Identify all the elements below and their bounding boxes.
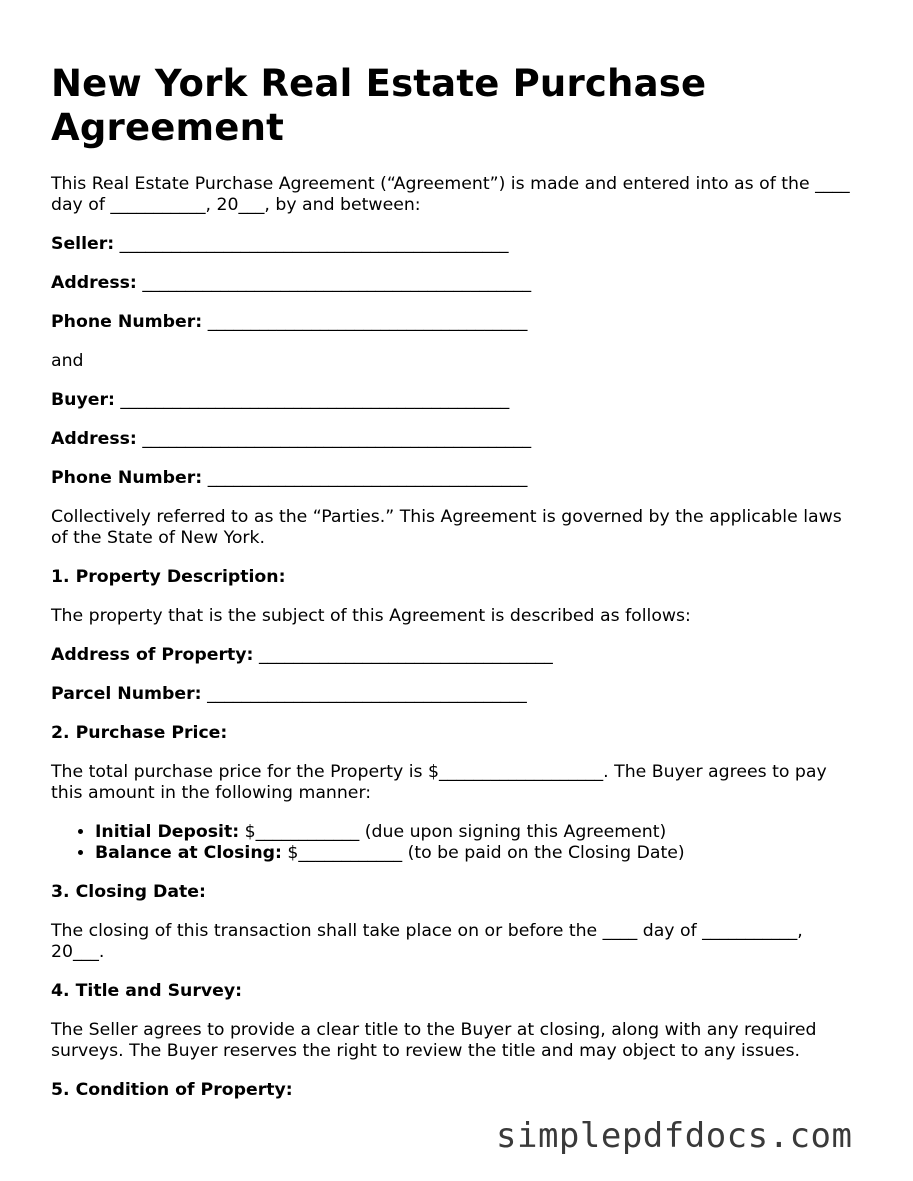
parties-paragraph: Collectively referred to as the “Parties.” This Agreement is governed by the applicable laws of the State of New York. — [51, 507, 842, 548]
section-3-body: The closing of this transaction shall take place on or before the ____ day of ___________, 20___. — [51, 921, 803, 962]
buyer-address-field — [51, 429, 851, 450]
property-address-label: Address of Property: — [51, 645, 254, 665]
balance-closing-label: Balance at Closing: — [95, 843, 282, 863]
buyer-blank: _____________________________________________ — [120, 390, 510, 410]
section-1-heading: 1. Property Description: — [51, 567, 286, 587]
buyer-phone-blank: _____________________________________ — [207, 468, 528, 488]
parcel-number-label: Parcel Number: — [51, 684, 202, 704]
section-1-body: The property that is the subject of this Agreement is described as follows: — [51, 606, 691, 626]
seller-field — [51, 234, 851, 255]
balance-closing-text: $____________ (to be paid on the Closing Date) — [281, 843, 685, 863]
document-page — [51, 62, 851, 1101]
buyer-field — [51, 390, 851, 411]
property-address-blank: __________________________________ — [258, 645, 553, 665]
seller-address-blank: _____________________________________________ — [142, 273, 532, 293]
watermark-text: simplepdfdocs.com — [496, 1116, 853, 1156]
buyer-phone-field — [51, 468, 851, 489]
document-title: New York Real Estate Purchase Agreement — [51, 62, 707, 149]
seller-phone-field — [51, 312, 851, 333]
intro-paragraph: This Real Estate Purchase Agreement (“Agreement”) is made and entered into as of the ____ day of ___________, 20___, by and between: — [51, 174, 850, 215]
property-address-field — [51, 645, 851, 666]
seller-phone-label: Phone Number: — [51, 312, 203, 332]
initial-deposit-label: Initial Deposit: — [95, 822, 240, 842]
seller-label: Seller: — [51, 234, 115, 254]
and-text: and — [51, 351, 84, 371]
buyer-label: Buyer: — [51, 390, 115, 410]
buyer-phone-label: Phone Number: — [51, 468, 203, 488]
parcel-number-field — [51, 684, 851, 705]
section-5-heading: 5. Condition of Property: — [51, 1080, 293, 1100]
section-4-heading: 4. Title and Survey: — [51, 981, 243, 1001]
seller-address-field — [51, 273, 851, 294]
payment-list — [51, 822, 851, 864]
parcel-number-blank: _____________________________________ — [207, 684, 527, 704]
seller-blank: _____________________________________________ — [119, 234, 509, 254]
seller-address-label: Address: — [51, 273, 137, 293]
buyer-address-blank: _____________________________________________ — [142, 429, 532, 449]
seller-phone-blank: _____________________________________ — [207, 312, 528, 332]
buyer-address-label: Address: — [51, 429, 137, 449]
section-4-body: The Seller agrees to provide a clear title to the Buyer at closing, along with any required surveys. The Buyer reserves the right to review the title and may object to any issues. — [51, 1020, 817, 1061]
list-item — [95, 843, 851, 864]
section-3-heading: 3. Closing Date: — [51, 882, 206, 902]
initial-deposit-text: $____________ (due upon signing this Agreement) — [239, 822, 667, 842]
section-2-body: The total purchase price for the Property is $___________________. The Buyer agrees to pay this amount in the following manner: — [51, 762, 827, 803]
list-item — [95, 822, 851, 843]
section-2-heading: 2. Purchase Price: — [51, 723, 228, 743]
